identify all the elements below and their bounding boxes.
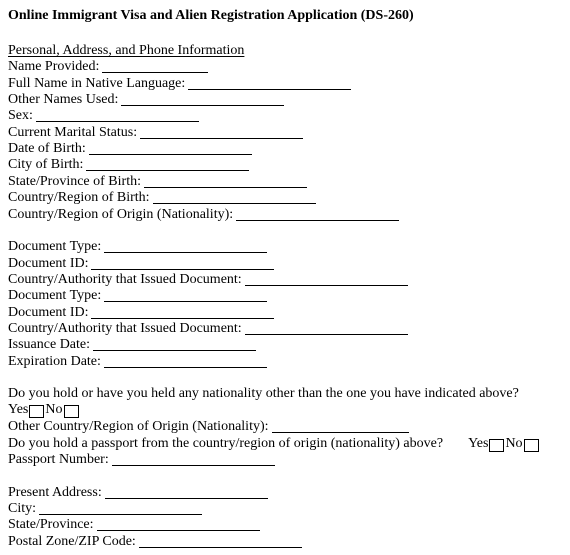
present-address-field[interactable]	[105, 486, 268, 499]
sex-field[interactable]	[36, 109, 199, 122]
field-label: State/Province of Birth:	[8, 174, 141, 189]
field-label: Other Country/Region of Origin (Nationality):	[8, 419, 269, 434]
field-row-present-address	[8, 485, 268, 501]
field-row-city-of-birth	[8, 157, 249, 173]
field-row-country-of-birth	[8, 190, 316, 206]
yes-checkbox[interactable]	[29, 405, 44, 418]
field-row-native-name	[8, 76, 351, 92]
field-label: Country/Authority that Issued Document:	[8, 321, 242, 336]
question-text: Do you hold or have you held any nationality other than the one you have indicated above?	[8, 386, 519, 401]
field-label: Sex:	[8, 108, 33, 123]
field-label: Expiration Date:	[8, 354, 101, 369]
field-label: City of Birth:	[8, 157, 84, 172]
field-label: Document ID:	[8, 305, 89, 320]
no-checkbox[interactable]	[64, 405, 79, 418]
field-row-name-provided	[8, 59, 208, 75]
passport-yes-label: Yes	[468, 436, 489, 451]
document-id-field[interactable]	[91, 306, 274, 319]
document-title: Online Immigrant Visa and Alien Registration Application (DS-260)	[8, 8, 414, 23]
name-provided-field[interactable]	[102, 60, 208, 73]
nationality-field[interactable]	[236, 208, 399, 221]
section-heading-personal: Personal, Address, and Phone Information	[8, 43, 245, 58]
field-row-state-of-birth	[8, 174, 307, 190]
field-row-sex	[8, 108, 199, 124]
country-of-birth-field[interactable]	[153, 191, 316, 204]
field-row-city	[8, 501, 202, 517]
field-row-document-type-1	[8, 239, 267, 255]
field-row-issuing-authority-1	[8, 272, 408, 288]
field-label: Postal Zone/ZIP Code:	[8, 534, 136, 549]
field-label: Country/Authority that Issued Document:	[8, 272, 242, 287]
document-type-field[interactable]	[104, 240, 267, 253]
field-row-nationality	[8, 207, 399, 223]
other-nationality-field[interactable]	[272, 420, 409, 433]
field-row-state-province	[8, 517, 260, 533]
issuing-authority-field[interactable]	[245, 322, 408, 335]
field-row-other-nationality	[8, 419, 409, 435]
field-label: City:	[8, 501, 37, 516]
field-label: Current Marital Status:	[8, 125, 138, 140]
field-row-document-id-2	[8, 305, 274, 321]
field-label: Present Address:	[8, 485, 102, 500]
passport-no-checkbox[interactable]	[524, 439, 539, 452]
field-label: Issuance Date:	[8, 337, 91, 352]
state-of-birth-field[interactable]	[144, 175, 307, 188]
field-row-marital-status	[8, 125, 303, 141]
other-nationality-question	[8, 386, 519, 402]
passport-no-label: No	[505, 436, 523, 451]
field-label: Other Names Used:	[8, 92, 119, 107]
field-label: Full Name in Native Language:	[8, 76, 186, 91]
field-row-expiration-date	[8, 354, 267, 370]
field-row-issuing-authority-2	[8, 321, 408, 337]
field-label: Document Type:	[8, 239, 102, 254]
field-row-issuance-date	[8, 337, 256, 353]
no-label: No	[45, 402, 63, 417]
field-label: Passport Number:	[8, 452, 109, 467]
other-nationality-answer	[8, 402, 80, 418]
field-row-postal-code	[8, 534, 302, 550]
passport-yes-checkbox[interactable]	[489, 439, 504, 452]
date-of-birth-field[interactable]	[89, 142, 252, 155]
field-label: State/Province:	[8, 517, 94, 532]
document-id-field[interactable]	[91, 257, 274, 270]
field-row-passport-number	[8, 452, 275, 468]
field-row-document-type-2	[8, 288, 267, 304]
expiration-date-field[interactable]	[104, 355, 267, 368]
native-name-field[interactable]	[188, 77, 351, 90]
field-label: Country/Region of Birth:	[8, 190, 150, 205]
city-of-birth-field[interactable]	[86, 158, 249, 171]
postal-code-field[interactable]	[139, 535, 302, 548]
document-type-field[interactable]	[104, 289, 267, 302]
field-label: Document ID:	[8, 256, 89, 271]
other-names-field[interactable]	[121, 93, 284, 106]
yes-label: Yes	[8, 402, 29, 417]
field-row-other-names	[8, 92, 284, 108]
passport-number-field[interactable]	[112, 453, 275, 466]
field-row-date-of-birth	[8, 141, 252, 157]
passport-question-row	[8, 436, 540, 452]
field-label: Document Type:	[8, 288, 102, 303]
field-label: Date of Birth:	[8, 141, 86, 156]
field-label: Name Provided:	[8, 59, 100, 74]
city-field[interactable]	[39, 502, 202, 515]
issuance-date-field[interactable]	[93, 338, 256, 351]
field-row-document-id-1	[8, 256, 274, 272]
state-province-field[interactable]	[97, 518, 260, 531]
question-text: Do you hold a passport from the country/region of origin (nationality) above?	[8, 436, 444, 451]
field-label: Country/Region of Origin (Nationality):	[8, 207, 234, 222]
issuing-authority-field[interactable]	[245, 273, 408, 286]
marital-status-field[interactable]	[140, 126, 303, 139]
